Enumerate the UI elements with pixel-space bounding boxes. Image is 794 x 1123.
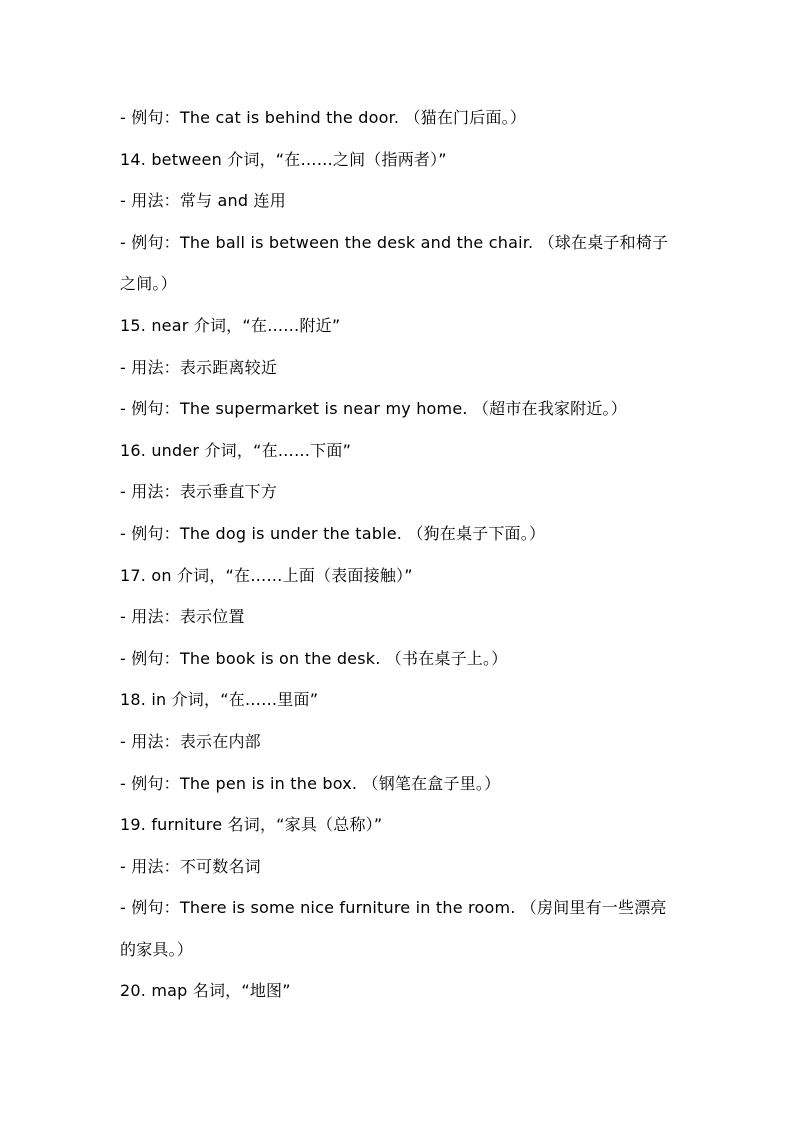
entry-14-between: 14. between 介词，“在……之间（指两者）”	[120, 149, 447, 169]
example-line-under: - 例句：The dog is under the table. （狗在桌子下面。）	[120, 523, 546, 543]
example-line-on: - 例句：The book is on the desk. （书在桌子上。）	[120, 648, 508, 668]
entry-18-in: 18. in 介词，“在……里面”	[120, 690, 319, 710]
document-body	[120, 97, 690, 1012]
example-line-furniture-cont: 的家具。）	[120, 939, 194, 959]
example-line-furniture: - 例句：There is some nice furniture in the room. （房间里有一些漂亮	[120, 898, 667, 918]
example-line-between: - 例句：The ball is between the desk and the chair. （球在桌子和椅子	[120, 232, 669, 252]
usage-line-in: - 用法：表示在内部	[120, 731, 261, 751]
usage-line-furniture: - 用法：不可数名词	[120, 856, 261, 876]
entry-20-map: 20. map 名词，“地图”	[120, 981, 291, 1001]
example-line-between-cont: 之间。）	[120, 274, 177, 294]
example-line-near: - 例句：The supermarket is near my home. （超市在我家附近。）	[120, 399, 627, 419]
entry-15-near: 15. near 介词，“在……附近”	[120, 315, 341, 335]
entry-17-on: 17. on 介词，“在……上面（表面接触）”	[120, 565, 413, 585]
example-line-in: - 例句：The pen is in the box. （钢笔在盒子里。）	[120, 773, 501, 793]
usage-line-between: - 用法：常与 and 连用	[120, 191, 286, 211]
entry-19-furniture: 19. furniture 名词，“家具（总称）”	[120, 815, 383, 835]
usage-line-near: - 用法：表示距离较近	[120, 357, 278, 377]
usage-line-on: - 用法：表示位置	[120, 607, 245, 627]
usage-line-under: - 用法：表示垂直下方	[120, 482, 278, 502]
example-line-behind: - 例句：The cat is behind the door. （猫在门后面。）	[120, 108, 527, 127]
entry-16-under: 16. under 介词，“在……下面”	[120, 440, 352, 460]
